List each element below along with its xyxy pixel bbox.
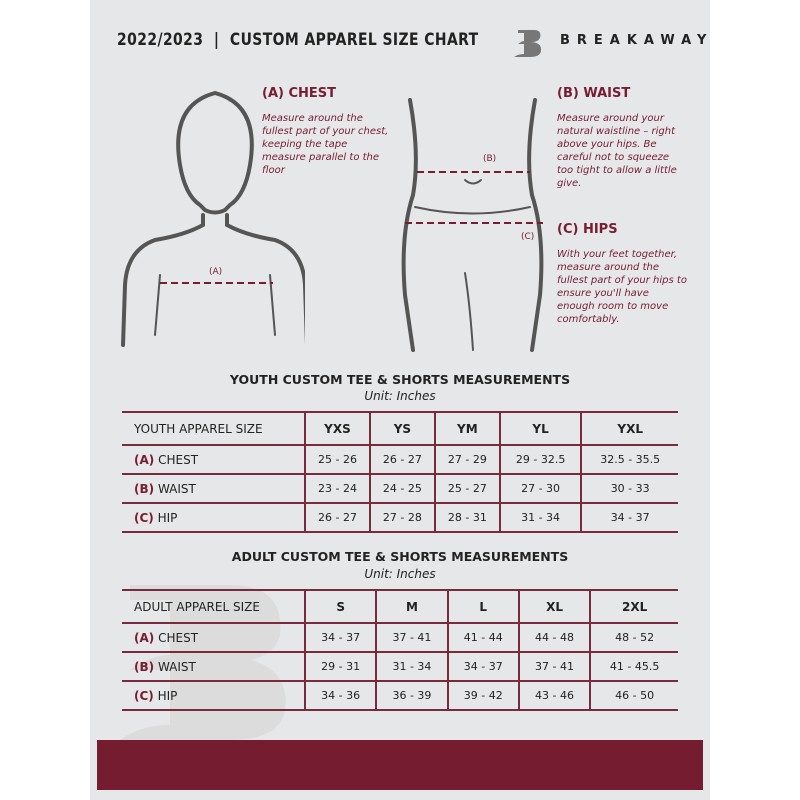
table-row [122, 681, 678, 710]
table-cell: 39 - 42 [448, 681, 519, 710]
row-name: WAIST [157, 481, 196, 496]
brand-name: BREAKAWAY [560, 33, 714, 48]
row-letter: (C) [134, 510, 154, 525]
table-header-row [122, 590, 678, 623]
table-cell: 27 - 30 [500, 474, 582, 503]
table-cell: 27 - 28 [370, 503, 435, 532]
size-header: S [305, 590, 376, 623]
youth-section-title: YOUTH CUSTOM TEE & SHORTS MEASUREMENTS [229, 372, 571, 387]
adult-section-title: ADULT CUSTOM TEE & SHORTS MEASUREMENTS [231, 549, 569, 564]
hips-instructions: With your feet together, measure around the fullest part of your hips to ensure you'll have enough room to move comfortably. [557, 249, 687, 325]
table-cell: 48 - 52 [590, 623, 678, 652]
row-letter: (A) [134, 630, 155, 645]
row-letter: (A) [134, 452, 155, 467]
size-header: M [376, 590, 447, 623]
chest-heading: (A) CHEST [262, 86, 337, 101]
size-label: ADULT APPAREL SIZE [122, 590, 305, 623]
table-cell: 41 - 45.5 [590, 652, 678, 681]
table-row [122, 652, 678, 681]
size-header: YXS [305, 412, 370, 445]
table-cell: 37 - 41 [519, 652, 590, 681]
row-letter: (B) [134, 659, 155, 674]
waist-heading: (B) WAIST [557, 86, 631, 101]
size-header: L [448, 590, 519, 623]
page-title: 2022/2023 | CUSTOM APPAREL SIZE CHART [117, 30, 479, 50]
table-cell: 32.5 - 35.5 [581, 445, 678, 474]
chest-instructions: Measure around the fullest part of your chest, keeping the tape measure parallel to the floor [262, 113, 389, 176]
table-cell: 24 - 25 [370, 474, 435, 503]
table-cell: 30 - 33 [581, 474, 678, 503]
chest-marker: (A) [209, 267, 223, 277]
table-row [122, 445, 678, 474]
row-name: WAIST [157, 659, 196, 674]
table-row [122, 623, 678, 652]
table-cell: 29 - 31 [305, 652, 376, 681]
table-cell: 44 - 48 [519, 623, 590, 652]
hips-marker: (C) [521, 232, 535, 242]
table-cell: 34 - 36 [305, 681, 376, 710]
table-cell: 25 - 26 [305, 445, 370, 474]
table-row [122, 503, 678, 532]
row-name: HIP [157, 510, 178, 525]
table-cell: 37 - 41 [376, 623, 447, 652]
size-label: YOUTH APPAREL SIZE [122, 412, 305, 445]
size-header: YS [370, 412, 435, 445]
table-cell: 34 - 37 [581, 503, 678, 532]
table-row [122, 474, 678, 503]
table-cell: 23 - 24 [305, 474, 370, 503]
row-name: CHEST [158, 630, 199, 645]
table-cell: 36 - 39 [376, 681, 447, 710]
size-header: XL [519, 590, 590, 623]
table-cell: 26 - 27 [305, 503, 370, 532]
table-cell: 34 - 37 [448, 652, 519, 681]
table-cell: 41 - 44 [448, 623, 519, 652]
hips-heading: (C) HIPS [557, 222, 618, 237]
row-letter: (C) [134, 688, 154, 703]
table-cell: 31 - 34 [500, 503, 582, 532]
row-name: HIP [157, 688, 178, 703]
size-header: YM [435, 412, 500, 445]
table-cell: 25 - 27 [435, 474, 500, 503]
adult-size-table [122, 589, 678, 711]
waist-instructions: Measure around your natural waistline – right above your hips. Be careful not to squeeze too tight to allow a little give. [557, 113, 677, 189]
table-cell: 26 - 27 [370, 445, 435, 474]
size-header: 2XL [590, 590, 678, 623]
footer-band [97, 740, 703, 790]
size-header: YXL [581, 412, 678, 445]
table-cell: 31 - 34 [376, 652, 447, 681]
table-cell: 46 - 50 [590, 681, 678, 710]
waist-marker: (B) [483, 154, 497, 164]
youth-size-table [122, 411, 678, 533]
table-cell: 27 - 29 [435, 445, 500, 474]
table-cell: 34 - 37 [305, 623, 376, 652]
youth-unit: Unit: Inches [364, 389, 436, 403]
table-cell: 29 - 32.5 [500, 445, 582, 474]
row-letter: (B) [134, 481, 155, 496]
table-header-row [122, 412, 678, 445]
table-cell: 43 - 46 [519, 681, 590, 710]
table-cell: 28 - 31 [435, 503, 500, 532]
row-name: CHEST [158, 452, 199, 467]
adult-unit: Unit: Inches [364, 567, 436, 581]
size-header: YL [500, 412, 582, 445]
waist-hips-figure-illustration [395, 95, 550, 355]
breakaway-logo-icon [512, 24, 546, 60]
